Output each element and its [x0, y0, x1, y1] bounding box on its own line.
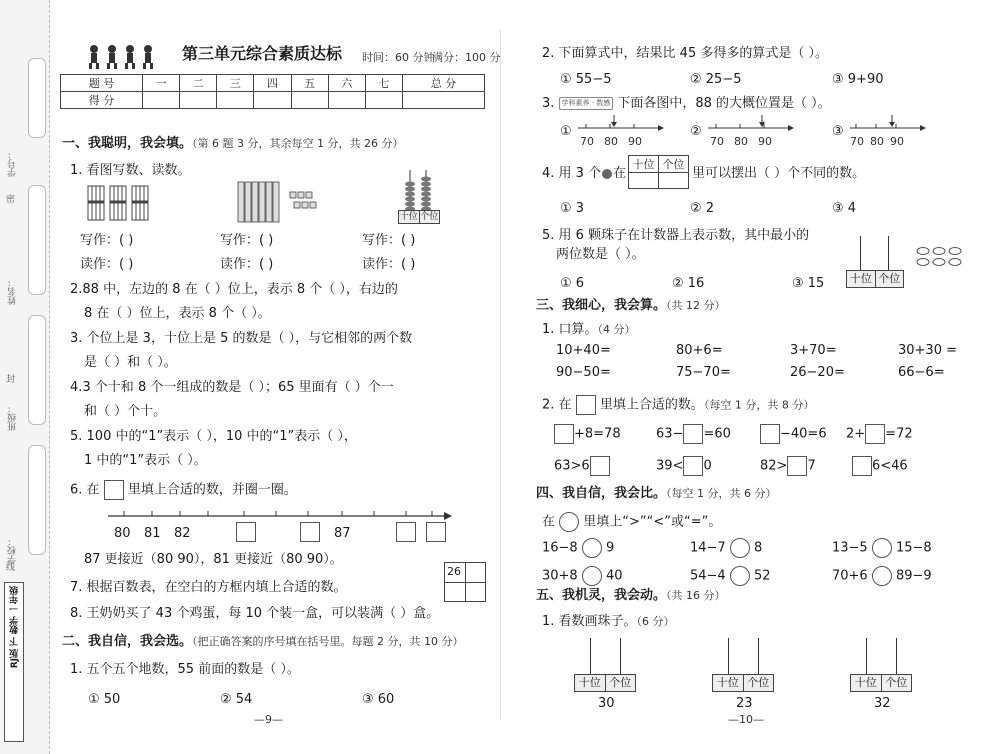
abacus-rod: [728, 638, 729, 674]
volume-label: 下: [9, 637, 20, 646]
question-9: 1. 五个五个地数，55 前面的数是（ ）。: [70, 662, 300, 677]
compare-left: 30+8: [542, 568, 578, 584]
exam-time: 时间：60 分钟: [362, 51, 435, 64]
score-header-cell: 四: [254, 75, 291, 92]
compare-right: 9: [606, 540, 615, 556]
tick-label: 70: [580, 135, 594, 148]
answer-box-icon: [576, 395, 596, 415]
answer-box-icon: [104, 480, 124, 500]
fill-text: 0: [703, 458, 712, 474]
compare-circle[interactable]: [730, 538, 750, 558]
question-12: [542, 166, 626, 182]
binding-strip: [0, 0, 50, 754]
question-15: [542, 395, 814, 415]
option-c[interactable]: ③ 60: [362, 692, 395, 707]
section-title-text: 三、我细心，我会算。: [536, 298, 667, 313]
score-header-cell: 六: [328, 75, 365, 92]
calc-item[interactable]: 90−50=: [556, 365, 611, 380]
option-b[interactable]: ② 54: [220, 692, 253, 707]
fill-text: =60: [703, 426, 731, 442]
literacy-badge: 学科素养 · 数感: [559, 97, 614, 110]
question-16-prefix: 在: [542, 514, 556, 530]
option-a[interactable]: ① 6: [560, 276, 585, 291]
tick-label: 80: [734, 135, 748, 148]
ones-header: 个位: [659, 156, 689, 173]
page-divider: [500, 30, 501, 720]
compare-right: 40: [606, 568, 623, 584]
read-blank-1[interactable]: 读作：( ): [80, 257, 134, 272]
question-15-prefix: 2. 在: [542, 397, 572, 413]
score-header-cell: 二: [180, 75, 217, 92]
score-cell[interactable]: [402, 92, 484, 109]
tens-label: 十位: [851, 675, 882, 691]
school-label: 学校：: [8, 537, 18, 564]
edition-label: RJ版: [9, 649, 20, 669]
score-header-cell: 总 分: [402, 75, 484, 92]
abacus-rod: [866, 638, 867, 674]
fill-text: 7: [807, 458, 816, 474]
tick-label: 90: [758, 135, 772, 148]
bead-target-number: 30: [598, 696, 615, 711]
fill-text: +8=78: [574, 426, 621, 442]
number-line-label: 87: [334, 526, 351, 541]
abacus-rod: [888, 236, 889, 270]
question-17: [542, 614, 675, 630]
compare-circle[interactable]: [872, 566, 892, 586]
answer-box[interactable]: [590, 456, 610, 476]
answer-box[interactable]: [852, 456, 872, 476]
score-header-cell: 五: [291, 75, 328, 92]
abacus-rod: [860, 236, 861, 270]
student-id-label: 学号：: [8, 150, 18, 177]
page-number-left: —9—: [254, 713, 283, 726]
question-16: [542, 512, 721, 532]
question-11-prefix: 3.: [542, 96, 555, 111]
tick-label: 70: [850, 135, 864, 148]
compare-circle[interactable]: [582, 538, 602, 558]
name-label: 姓名：: [8, 278, 18, 305]
student-id-box[interactable]: [28, 58, 46, 138]
fill-text: −40=6: [780, 426, 827, 442]
children-illustration-icon: [86, 44, 156, 70]
fill-text: 82>: [760, 458, 788, 474]
answer-box[interactable]: [787, 456, 807, 476]
question-16-suffix: 里填上“>”“<”或“=”。: [583, 514, 722, 530]
question-1: 1. 看图写数、读数。: [70, 163, 191, 178]
number-line-answer-box[interactable]: [396, 522, 416, 542]
fill-item: [554, 424, 621, 444]
compare-circle[interactable]: [872, 538, 892, 558]
question-hint: （4 分）: [597, 323, 636, 336]
question-11-suffix: 下面各图中，88 的大概位置是（ ）。: [617, 96, 831, 111]
cut-mark: 封: [6, 375, 16, 385]
abacus-counter[interactable]: [712, 674, 774, 692]
score-cell[interactable]: [291, 92, 328, 109]
question-10: 2. 下面算式中，结果比 45 多得多的算式是（ ）。: [542, 46, 828, 61]
compare-item: [542, 538, 614, 558]
compare-circle[interactable]: [582, 566, 602, 586]
score-header-cell: 三: [217, 75, 254, 92]
question-12-mid: 在: [613, 166, 627, 181]
score-cell[interactable]: [365, 92, 402, 109]
question-5-line-2: 1 中的“1”表示（ ）。: [84, 453, 207, 468]
score-header-cell: 一: [143, 75, 180, 92]
question-12-suffix: 里可以摆出（ ）个不同的数。: [692, 166, 866, 181]
number-line-label: 81: [144, 526, 161, 541]
score-header-cell: 题 号: [61, 75, 143, 92]
fill-text: 6<46: [872, 458, 908, 474]
question-14: [542, 322, 636, 338]
school-box[interactable]: [28, 445, 46, 555]
option-a[interactable]: ① 3: [560, 201, 585, 216]
question-4-line-2: 和（ ）个十。: [84, 404, 167, 419]
class-label: 班级：: [8, 404, 18, 431]
write-blank-1[interactable]: 写作：( ): [80, 233, 134, 248]
abacus-rod: [590, 638, 591, 674]
stick-bundles-icon: [86, 182, 156, 222]
place-value-table: [628, 155, 689, 189]
option-a[interactable]: ① 55−5: [560, 72, 612, 87]
section-title-text: 一、我聪明，我会填。: [62, 136, 193, 151]
calc-item[interactable]: 3+70=: [790, 343, 837, 358]
cut-mark: 密: [6, 195, 16, 205]
calc-item[interactable]: 75−70=: [676, 365, 731, 380]
compare-item: [690, 566, 771, 586]
question-6-compare: 87 更接近（80 90），81 更接近（80 90）。: [84, 552, 343, 567]
grade-label: 一年级: [9, 586, 20, 613]
mini-number-line-b: [706, 114, 796, 134]
score-cell[interactable]: [328, 92, 365, 109]
option-b[interactable]: ② 2: [690, 201, 715, 216]
calc-item[interactable]: 26−20=: [790, 365, 845, 380]
compare-left: 54−4: [690, 568, 726, 584]
tick-label: 70: [710, 135, 724, 148]
subject-label: 数学: [9, 616, 20, 634]
abacus-counter[interactable]: [850, 674, 912, 692]
bead-target-number: 32: [874, 696, 891, 711]
number-line-label: 80: [114, 526, 131, 541]
tens-cell[interactable]: [629, 173, 659, 189]
option-a[interactable]: ① 50: [88, 692, 121, 707]
option-c[interactable]: ③ 15: [792, 276, 825, 291]
compare-right: 8: [754, 540, 763, 556]
fill-text: 63>6: [554, 458, 590, 474]
compare-left: 13−5: [832, 540, 868, 556]
abacus-base: [398, 210, 440, 224]
answer-box[interactable]: [865, 424, 885, 444]
compare-item: [832, 566, 932, 586]
option-b[interactable]: ② 16: [672, 276, 705, 291]
calc-item[interactable]: 10+40=: [556, 343, 611, 358]
score-cell[interactable]: [143, 92, 180, 109]
fill-item: [554, 456, 610, 476]
book-brand: [4, 582, 24, 742]
ones-label: 个位: [420, 212, 439, 222]
tick-label: 80: [604, 135, 618, 148]
score-cell[interactable]: [180, 92, 217, 109]
question-6: [70, 480, 297, 500]
option-a[interactable]: ①: [560, 124, 572, 139]
question-13-line-1: 5. 用 6 颗珠子在计数器上表示数，其中最小的: [542, 228, 810, 243]
name-box[interactable]: [28, 185, 46, 295]
compare-right: 15−8: [896, 540, 932, 556]
section-title-text: 四、我自信，我会比。: [536, 486, 667, 501]
ones-label: 个位: [885, 676, 908, 689]
question-14-text: 1. 口算。: [542, 322, 598, 337]
read-blank-3[interactable]: 读作：( ): [362, 257, 416, 272]
section-hint: （把正确答案的序号填在括号里。每题 2 分，共 10 分）: [192, 635, 464, 648]
tens-label: 十位: [713, 675, 744, 691]
score-header-cell: 七: [365, 75, 402, 92]
number-line-answer-box[interactable]: [236, 522, 256, 542]
answer-box[interactable]: [683, 456, 703, 476]
option-c[interactable]: ③ 4: [832, 201, 857, 216]
score-row-label: 得 分: [61, 92, 143, 109]
abacus-rod: [896, 638, 897, 674]
fill-text: 2+: [846, 426, 866, 442]
abacus-rod: [758, 638, 759, 674]
class-box[interactable]: [28, 315, 46, 425]
section-title-text: 五、我机灵，我会动。: [536, 588, 667, 603]
abacus-beads-icon: [396, 170, 440, 212]
hundred-chart-fragment: [444, 562, 486, 602]
section-hint: （共 12 分）: [666, 299, 726, 312]
calc-item[interactable]: 30+30 =: [898, 343, 958, 358]
compare-right: 52: [754, 568, 771, 584]
mini-number-line-c: [848, 114, 938, 134]
question-hint: （6 分）: [636, 615, 675, 628]
question-2-line-1: 2.88 中，左边的 8 在（ ）位上，表示 8 个（ ），右边的: [70, 282, 398, 297]
ones-label: 个位: [609, 676, 632, 689]
write-blank-3[interactable]: 写作：( ): [362, 233, 416, 248]
compare-left: 70+6: [832, 568, 868, 584]
section-hint: （第 6 题 3 分，其余每空 1 分，共 26 分）: [192, 137, 404, 150]
question-11: [542, 96, 831, 112]
tens-label: 十位: [399, 212, 418, 222]
ones-cell[interactable]: [659, 173, 689, 189]
tick-label: 90: [890, 135, 904, 148]
question-17-text: 1. 看数画珠子。: [542, 614, 637, 629]
tens-label: 十位: [847, 271, 876, 287]
question-3-line-2: 是（ ）和（ ）。: [84, 355, 177, 370]
question-13-line-2: 两位数是（ ）。: [556, 247, 645, 262]
fill-text: 39<: [656, 458, 684, 474]
hundred-chart-cell: 26: [447, 565, 461, 578]
abacus-base: [846, 270, 904, 288]
option-c[interactable]: ③: [832, 124, 844, 139]
tick-label: 90: [628, 135, 642, 148]
bead-icon: [602, 169, 612, 179]
compare-right: 89−9: [896, 568, 932, 584]
option-b[interactable]: ② 25−5: [690, 72, 742, 87]
calc-item[interactable]: 66−6=: [898, 365, 945, 380]
calc-item[interactable]: 80+6=: [676, 343, 723, 358]
tick-label: 80: [870, 135, 884, 148]
fill-item: [656, 424, 731, 444]
question-5-line-1: 5. 100 中的“1”表示（ ），10 中的“1”表示（ ），: [70, 429, 357, 444]
fill-item: [846, 424, 913, 444]
fill-text: 63−: [656, 426, 684, 442]
question-6-suffix: 里填上合适的数，并圈一圈。: [127, 482, 297, 498]
score-cell[interactable]: [217, 92, 254, 109]
question-8: 8. 王奶奶买了 43 个鸡蛋，每 10 个装一盒，可以装满（ ）盒。: [70, 606, 440, 621]
question-4-line-1: 4.3 个十和 8 个一组成的数是（ ）；65 里面有（ ）个一: [70, 380, 394, 395]
question-15-suffix: 里填上合适的数。: [599, 397, 704, 413]
section-5-title: [536, 588, 726, 604]
section-hint: （每空 1 分，共 6 分）: [666, 487, 777, 500]
fill-item: [852, 456, 908, 476]
page-number-right: —10—: [728, 713, 764, 726]
abacus-counter[interactable]: [574, 674, 636, 692]
compare-left: 16−8: [542, 540, 578, 556]
write-blank-2[interactable]: 写作：( ): [220, 233, 274, 248]
section-title-text: 二、我自信，我会选。: [62, 634, 193, 649]
question-hint: （每空 1 分，共 8 分）: [703, 398, 815, 412]
ones-label: 个位: [747, 676, 770, 689]
read-blank-2[interactable]: 读作：( ): [220, 257, 274, 272]
compare-item: [690, 538, 762, 558]
answer-circle-icon: [559, 512, 579, 532]
compare-left: 14−7: [690, 540, 726, 556]
question-12-prefix: 4. 用 3 个: [542, 166, 602, 181]
compare-item: [542, 566, 623, 586]
number-line-label: 82: [174, 526, 191, 541]
section-3-title: [536, 298, 726, 314]
tens-label: 十位: [575, 675, 606, 691]
tens-header: 十位: [629, 156, 659, 173]
six-beads-icon: [916, 246, 964, 268]
section-1-title: [62, 136, 403, 152]
section-hint: （共 16 分）: [666, 589, 726, 602]
answer-box[interactable]: [683, 424, 703, 444]
fill-item: [656, 456, 712, 476]
answer-box[interactable]: [554, 424, 574, 444]
ones-label: 个位: [878, 272, 901, 285]
number-line-answer-box[interactable]: [426, 522, 446, 542]
abacus-rod: [620, 638, 621, 674]
number-line-answer-box[interactable]: [300, 522, 320, 542]
answer-box[interactable]: [760, 424, 780, 444]
question-7: 7. 根据百数表，在空白的方框内填上合适的数。: [70, 580, 347, 595]
section-4-title: [536, 486, 777, 502]
fill-item: [760, 424, 827, 444]
question-6-prefix: 6. 在: [70, 482, 100, 498]
option-b[interactable]: ②: [690, 124, 702, 139]
cube-blocks-icon: [236, 180, 326, 224]
exam-full-score: 满分：100 分: [432, 51, 501, 64]
option-c[interactable]: ③ 9+90: [832, 72, 884, 87]
fill-item: [760, 456, 816, 476]
question-2-line-2: 8 在（ ）位上，表示 8 个（ ）。: [84, 306, 271, 321]
bead-target-number: 23: [736, 696, 753, 711]
score-cell[interactable]: [254, 92, 291, 109]
score-table: [60, 74, 485, 109]
compare-circle[interactable]: [730, 566, 750, 586]
fill-text: =72: [885, 426, 913, 442]
mini-number-line-a: [576, 114, 666, 134]
question-3-line-1: 3. 个位上是 3，十位上是 5 的数是（ ），与它相邻的两个数: [70, 331, 413, 346]
cut-mark: 线: [6, 563, 16, 573]
exam-title: 第三单元综合素质达标: [182, 44, 343, 63]
section-2-title: [62, 634, 464, 650]
compare-item: [832, 538, 932, 558]
